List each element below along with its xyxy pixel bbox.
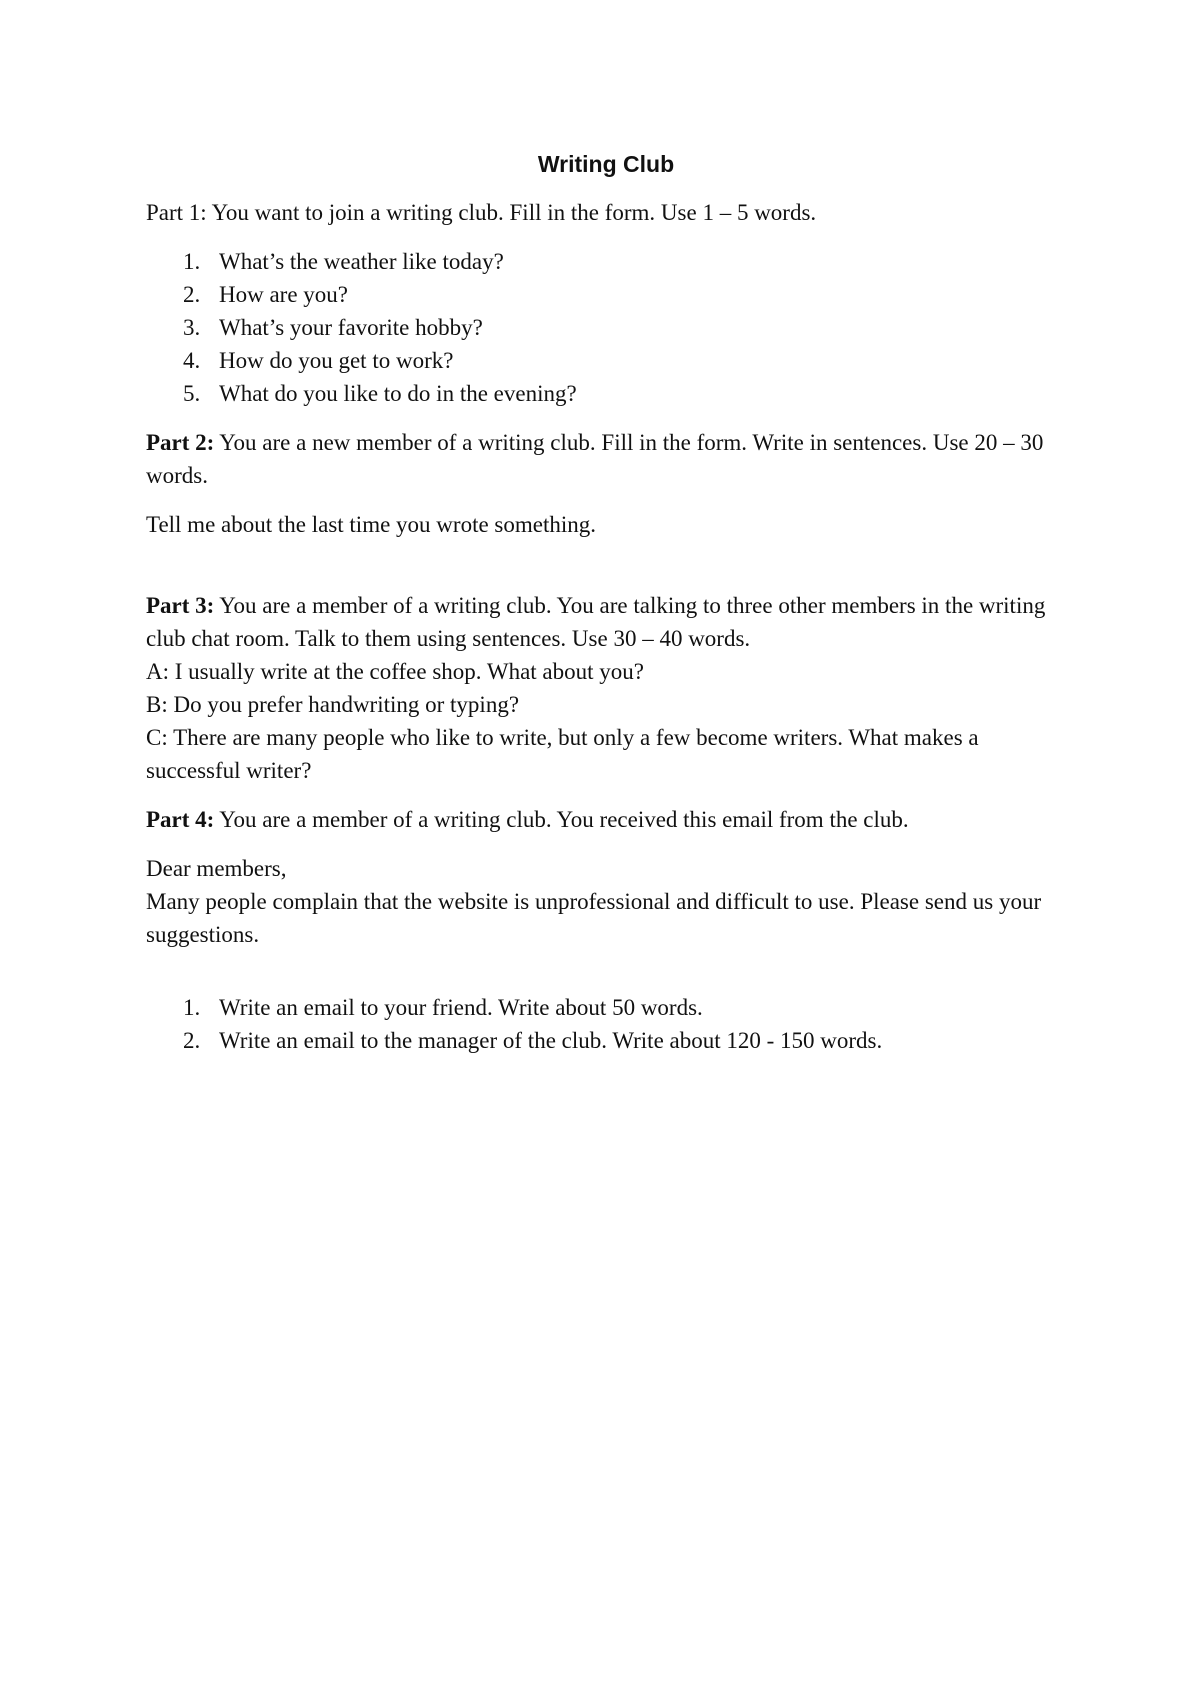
list-item bbox=[146, 1024, 1066, 1057]
list-number: 1. bbox=[183, 995, 201, 1020]
part1-intro: Part 1: You want to join a writing club. Fill in the form. Use 1 – 5 words. bbox=[146, 200, 817, 225]
chat-line-b: B: Do you prefer handwriting or typing? bbox=[146, 692, 520, 717]
list-item bbox=[146, 991, 1066, 1024]
task-text: Write an email to your friend. Write about 50 words. bbox=[219, 995, 703, 1020]
part4-intro bbox=[146, 803, 1066, 836]
part1-question-list bbox=[146, 245, 1066, 410]
list-number: 2. bbox=[183, 1028, 201, 1053]
question-text: What’s your favorite hobby? bbox=[219, 315, 483, 340]
question-text: How are you? bbox=[219, 282, 349, 307]
part4-label: Part 4: bbox=[146, 807, 215, 832]
list-number: 4. bbox=[183, 348, 201, 373]
list-number: 1. bbox=[183, 249, 201, 274]
document-page bbox=[146, 148, 1066, 1073]
email-body: Many people complain that the website is unprofessional and difficult to use. Please send us your suggestions. bbox=[146, 889, 1042, 947]
part4-task-list bbox=[146, 991, 1066, 1057]
part3-label: Part 3: bbox=[146, 593, 215, 618]
part3-intro bbox=[146, 589, 1066, 655]
question-text: What’s the weather like today? bbox=[219, 249, 504, 274]
chat-line-c: C: There are many people who like to write, but only a few become writers. What makes a successful writer? bbox=[146, 725, 979, 783]
part2-label: Part 2: bbox=[146, 430, 215, 455]
task-text: Write an email to the manager of the club. Write about 120 - 150 words. bbox=[219, 1028, 883, 1053]
list-item bbox=[146, 245, 1066, 278]
question-text: How do you get to work? bbox=[219, 348, 454, 373]
question-text: What do you like to do in the evening? bbox=[219, 381, 577, 406]
part2-instructions: You are a new member of a writing club. Fill in the form. Write in sentences. Use 20 – 30 words. bbox=[146, 430, 1044, 488]
document-title: Writing Club bbox=[537, 151, 675, 177]
email-greeting: Dear members, bbox=[146, 856, 287, 881]
list-number: 3. bbox=[183, 315, 201, 340]
part3-instructions: You are a member of a writing club. You are talking to three other members in the writing club chat room. Talk to them using sentences. Use 30 – 40 words. bbox=[146, 593, 1046, 651]
list-number: 2. bbox=[183, 282, 201, 307]
list-item bbox=[146, 344, 1066, 377]
part2-prompt: Tell me about the last time you wrote something. bbox=[146, 512, 596, 537]
part4-instructions: You are a member of a writing club. You received this email from the club. bbox=[214, 807, 909, 832]
part2-intro bbox=[146, 426, 1066, 492]
list-item bbox=[146, 278, 1066, 311]
chat-line-a: A: I usually write at the coffee shop. What about you? bbox=[146, 659, 644, 684]
list-item bbox=[146, 377, 1066, 410]
list-number: 5. bbox=[183, 381, 201, 406]
list-item bbox=[146, 311, 1066, 344]
